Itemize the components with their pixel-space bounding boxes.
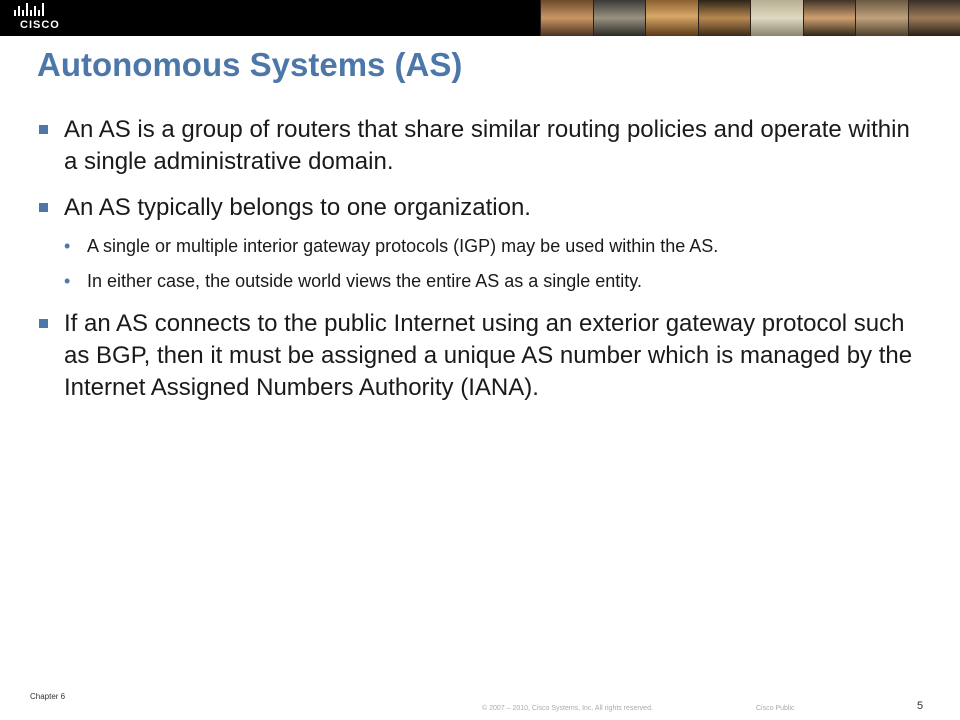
classification-label: Cisco Public [756, 705, 795, 712]
bullet-list [37, 114, 917, 418]
bullet-text: If an AS connects to the public Internet using an exterior gateway protocol such as BGP, then it must be assigned a unique AS number which is managed by the Internet Assigned Numbers Authority (IANA). [64, 310, 913, 401]
person-photo [908, 0, 960, 36]
bullet-text: An AS typically belongs to one organization. [64, 194, 531, 221]
bullet-item [37, 308, 917, 404]
bullet-text: An AS is a group of routers that share similar routing policies and operate within a single administrative domain. [64, 116, 910, 175]
square-bullet-icon [39, 319, 48, 328]
square-bullet-icon [39, 125, 48, 134]
dot-bullet-icon: • [64, 236, 71, 256]
dot-bullet-icon: • [64, 271, 71, 291]
person-photo [698, 0, 751, 36]
bullet-item [37, 114, 917, 178]
person-photo [855, 0, 908, 36]
chapter-label: Chapter 6 [30, 692, 66, 701]
person-photo [593, 0, 646, 36]
person-photo [803, 0, 856, 36]
cisco-wordmark: CISCO [20, 19, 60, 31]
header-bar [0, 0, 960, 36]
cisco-logo [6, 2, 62, 34]
square-bullet-icon [39, 203, 48, 212]
bullet-item [37, 192, 917, 224]
sub-bullet-item [37, 234, 917, 259]
slide-title: Autonomous Systems (AS) [37, 46, 463, 83]
sub-bullet-text: A single or multiple interior gateway protocols (IGP) may be used within the AS. [87, 236, 719, 256]
header-photo-strip [540, 0, 960, 36]
person-photo [645, 0, 698, 36]
sub-bullet-item [37, 269, 917, 294]
copyright-text: © 2007 – 2010, Cisco Systems, Inc. All rights reserved. [482, 705, 653, 712]
person-photo [750, 0, 803, 36]
page-number: 5 [917, 700, 924, 712]
cisco-bridge-icon [6, 2, 62, 18]
sub-bullet-text: In either case, the outside world views the entire AS as a single entity. [87, 271, 642, 291]
person-photo [540, 0, 593, 36]
